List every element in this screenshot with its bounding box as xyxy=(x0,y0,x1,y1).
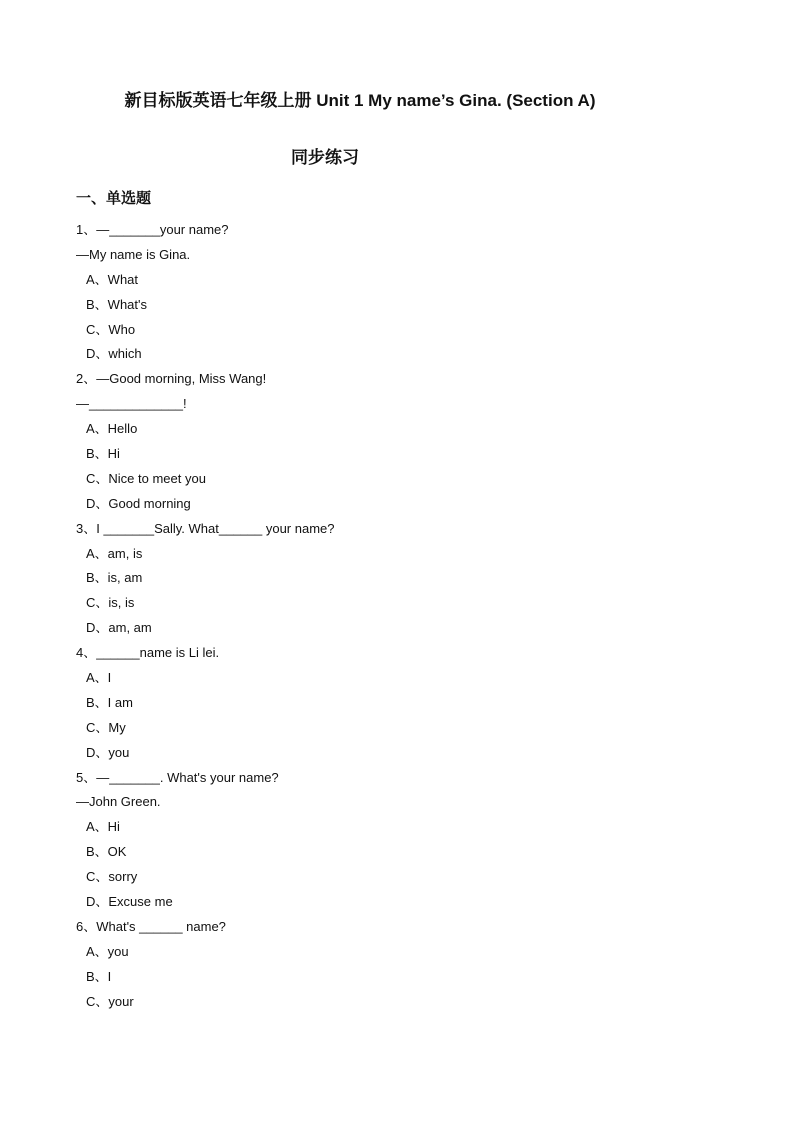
answer-option: C、your xyxy=(86,993,134,1009)
section-heading: 一、单选题 xyxy=(76,190,152,207)
question-stem: 3、I _______Sally. What______ your name? xyxy=(76,520,335,536)
answer-option: D、which xyxy=(86,346,142,362)
question-2 xyxy=(76,367,756,516)
answer-option: C、Nice to meet you xyxy=(86,470,206,486)
answer-option: A、Hi xyxy=(86,819,120,835)
question-5 xyxy=(76,766,756,915)
answer-option: C、Who xyxy=(86,321,136,337)
question-3 xyxy=(76,517,756,641)
question-1 xyxy=(76,218,756,367)
answer-option: A、Hello xyxy=(86,421,138,437)
answer-option: A、I xyxy=(86,670,112,686)
answer-option: A、What xyxy=(86,271,139,287)
question-list xyxy=(76,218,756,1015)
answer-option: D、you xyxy=(86,744,130,760)
question-response-line: —John Green. xyxy=(76,794,161,810)
answer-option: A、you xyxy=(86,943,129,959)
answer-option: D、Excuse me xyxy=(86,894,173,910)
question-6 xyxy=(76,915,756,1015)
answer-option: B、is, am xyxy=(86,570,143,586)
question-stem: 2、—Good morning, Miss Wang! xyxy=(76,371,267,387)
question-4 xyxy=(76,641,756,765)
question-response-line: —My name is Gina. xyxy=(76,246,191,262)
answer-option: B、OK xyxy=(86,844,127,860)
answer-option: B、I am xyxy=(86,694,133,710)
answer-option: D、am, am xyxy=(86,620,152,636)
question-stem: 6、What's ______ name? xyxy=(76,918,226,934)
answer-option: B、What's xyxy=(86,296,147,312)
question-stem: 4、______name is Li lei. xyxy=(76,645,220,661)
answer-option: C、My xyxy=(86,719,126,735)
answer-option: B、I xyxy=(86,968,112,984)
answer-option: C、is, is xyxy=(86,595,135,611)
answer-option: D、Good morning xyxy=(86,495,191,511)
answer-option: B、Hi xyxy=(86,446,120,462)
question-stem: 5、—_______. What's your name? xyxy=(76,769,279,785)
question-stem: 1、—_______your name? xyxy=(76,222,229,237)
document-title: 新目标版英语七年级上册 Unit 1 My name’s Gina. (Section A) xyxy=(124,91,596,110)
question-response-line: —_____________! xyxy=(76,396,187,412)
document-subtitle: 同步练习 xyxy=(291,148,359,167)
answer-option: A、am, is xyxy=(86,545,143,561)
answer-option: C、sorry xyxy=(86,869,138,885)
